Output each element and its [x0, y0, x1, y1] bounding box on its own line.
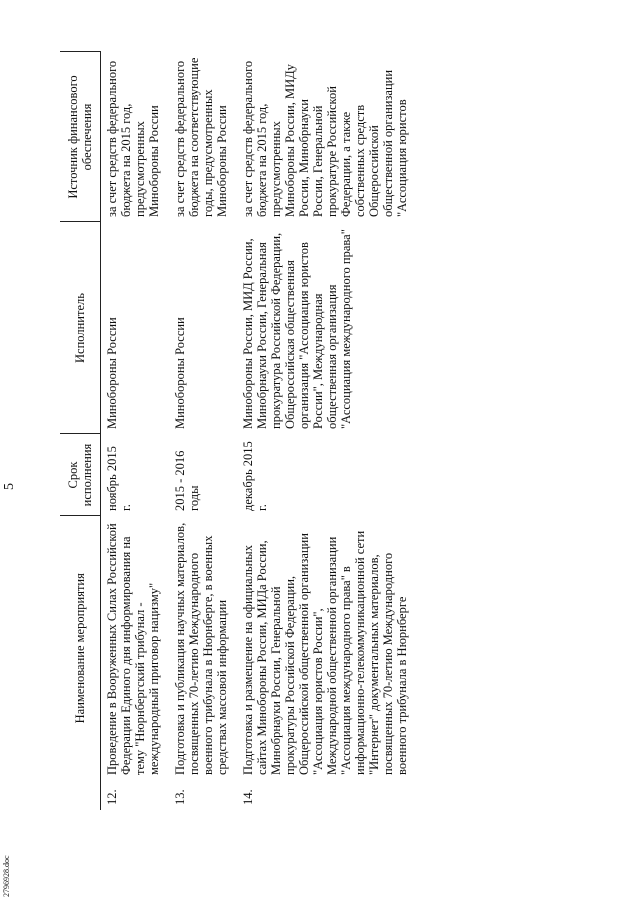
event-term: ноябрь 2015 г. — [105, 446, 133, 511]
header-source: Источник финансового обеспечения — [60, 52, 101, 222]
row-number: 12. — [105, 789, 119, 805]
events-table — [60, 52, 417, 811]
event-executor: Минобороны России, МИД России, Минобрнауки России, Генеральная прокуратура Российской Федерации, Общероссийская общественная организация "Ассоциация юристов России", Международная общественная организация "Ассоциация международного права" — [241, 229, 353, 429]
event-name: Подготовка и размещение на официальных сайтах Минобороны России, МИДа России, Минобрнауки России, Генеральной прокуратуры Российской Федерации, Общероссийской общественной организации "Ассоциация юристов России", Международной общественной организации "Ассоциация международного права" в информационно-телекоммуникационной сети "Интернет" документальных материалов, посвященных 70-летию Международного военного трибунала в Нюрнберге — [241, 530, 409, 775]
event-term: 2015 - 2016 годы — [173, 450, 201, 511]
table-row — [169, 52, 237, 810]
page-number: 5 — [2, 483, 17, 490]
event-term: декабрь 2015 г. — [241, 441, 269, 511]
row-number: 14. — [241, 789, 255, 805]
header-name: Наименование мероприятия — [60, 516, 101, 780]
file-name: 2796928.doc — [2, 855, 11, 897]
event-executor: Минобороны России — [105, 317, 119, 429]
event-source: за счет средств федерального бюджета на 2015 год, предусмотренных Минобороны России, МИДу России, Минобрнауки России, Генеральной прокуратуре Российской Федерации, а также собственных средств Общероссийской общественной организации "Ассоциация юристов — [241, 60, 409, 217]
header-term: Срок исполнения — [60, 434, 101, 516]
event-source: за счет средств федерального бюджета на соответствующие годы, предусмотренных Минобороны России — [173, 57, 229, 217]
row-number: 13. — [173, 789, 187, 805]
table-row — [237, 52, 417, 810]
header-executor: Исполнитель — [60, 222, 101, 434]
event-source: за счет средств федерального бюджета на 2015 год, предусмотренных Минобороны России — [105, 60, 161, 217]
event-executor: Минобороны России — [173, 317, 187, 429]
table-row — [101, 52, 170, 810]
header-number — [60, 780, 101, 810]
event-name: Проведение в Вооруженных Силах Российской Федерации Единого дня информирования на тему "Нюрнбергский трибунал - международный приговор нацизму" — [105, 523, 161, 775]
event-name: Подготовка и публикация научных материалов, посвященных 70-летию Международного военного трибунала в Нюрнберге, в военных средствах массовой информации — [173, 522, 229, 775]
table-header-row — [60, 52, 101, 810]
